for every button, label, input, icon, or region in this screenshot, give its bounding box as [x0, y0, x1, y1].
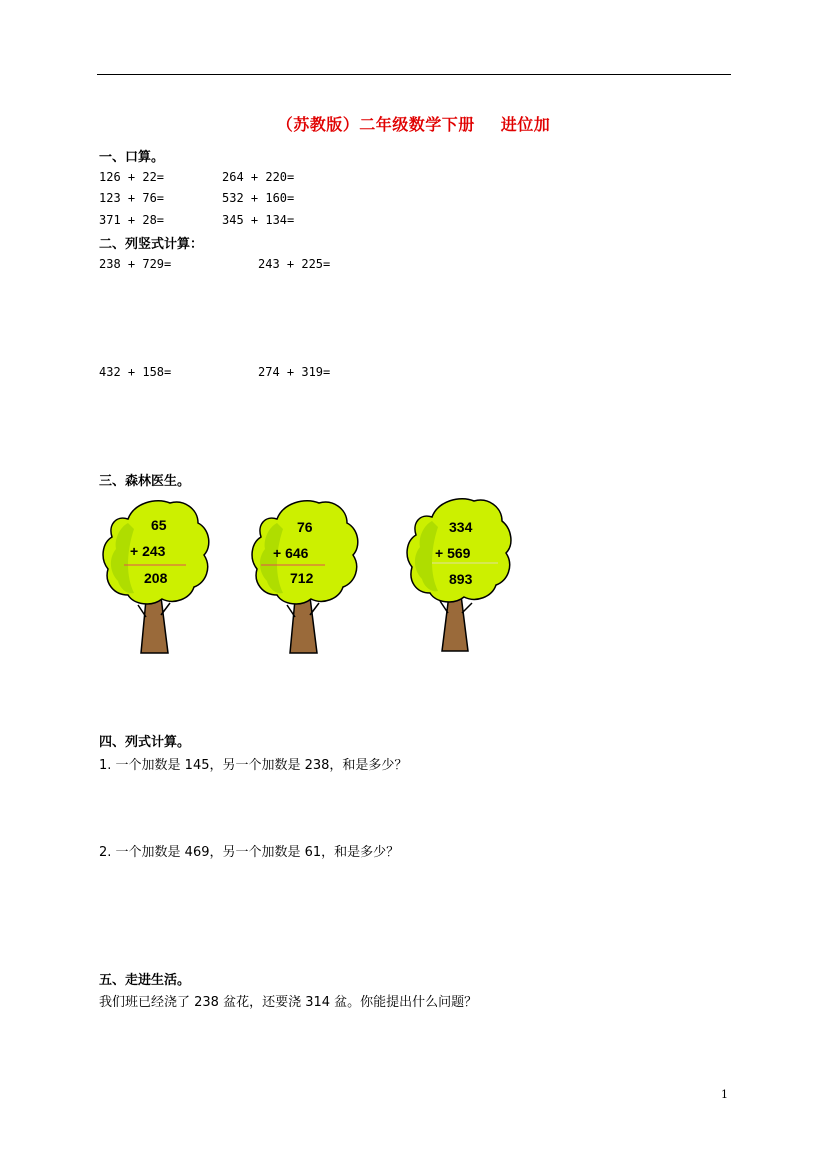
- tree1-top-number: 65: [151, 517, 167, 533]
- section5-heading: 五、走进生活。: [99, 973, 191, 988]
- tree2-bottom-number: 712: [290, 570, 314, 586]
- tree-problem-3: [402, 497, 522, 657]
- tree2-top-number: 76: [297, 519, 313, 535]
- title-main: （苏教版）二年级数学下册: [276, 115, 475, 134]
- page-number: 1: [721, 1088, 728, 1101]
- page-title: [0, 112, 827, 135]
- title-topic: 进位加: [500, 115, 551, 134]
- word-problem-1: 1. 一个加数是 145，另一个加数是 238，和是多少？: [99, 758, 408, 773]
- oral-item-2b: 532 + 160=: [222, 191, 295, 205]
- tree-problem-1: [98, 497, 218, 657]
- oral-item-1b: 264 + 220=: [222, 170, 295, 184]
- tree3-top-number: 334: [449, 519, 473, 535]
- tree2-middle-number: + 646: [273, 545, 309, 561]
- section1-heading: 一、口算。: [99, 150, 165, 165]
- section4-heading: 四、列式计算。: [99, 735, 191, 750]
- vertical-item-2b: 274 + 319=: [258, 365, 331, 379]
- section3-heading: 三、森林医生。: [99, 474, 191, 489]
- header-rule: [97, 74, 731, 75]
- oral-item-2a: 123 + 76=: [99, 191, 165, 205]
- oral-item-3b: 345 + 134=: [222, 213, 295, 227]
- tree1-bottom-number: 208: [144, 570, 168, 586]
- vertical-item-1b: 243 + 225=: [258, 257, 331, 271]
- section2-heading: 二、列竖式计算：: [99, 237, 204, 252]
- life-problem-text: 我们班已经浇了 238 盆花，还要浇 314 盆。你能提出什么问题？: [99, 995, 478, 1010]
- oral-item-3a: 371 + 28=: [99, 213, 165, 227]
- vertical-item-1a: 238 + 729=: [99, 257, 172, 271]
- tree3-bottom-number: 893: [449, 571, 473, 587]
- oral-item-1a: 126 + 22=: [99, 170, 165, 184]
- tree3-middle-number: + 569: [435, 545, 471, 561]
- tree1-middle-number: + 243: [130, 543, 166, 559]
- vertical-item-2a: 432 + 158=: [99, 365, 172, 379]
- tree-problem-2: [245, 497, 365, 657]
- word-problem-2: 2. 一个加数是 469，另一个加数是 61，和是多少？: [99, 845, 400, 860]
